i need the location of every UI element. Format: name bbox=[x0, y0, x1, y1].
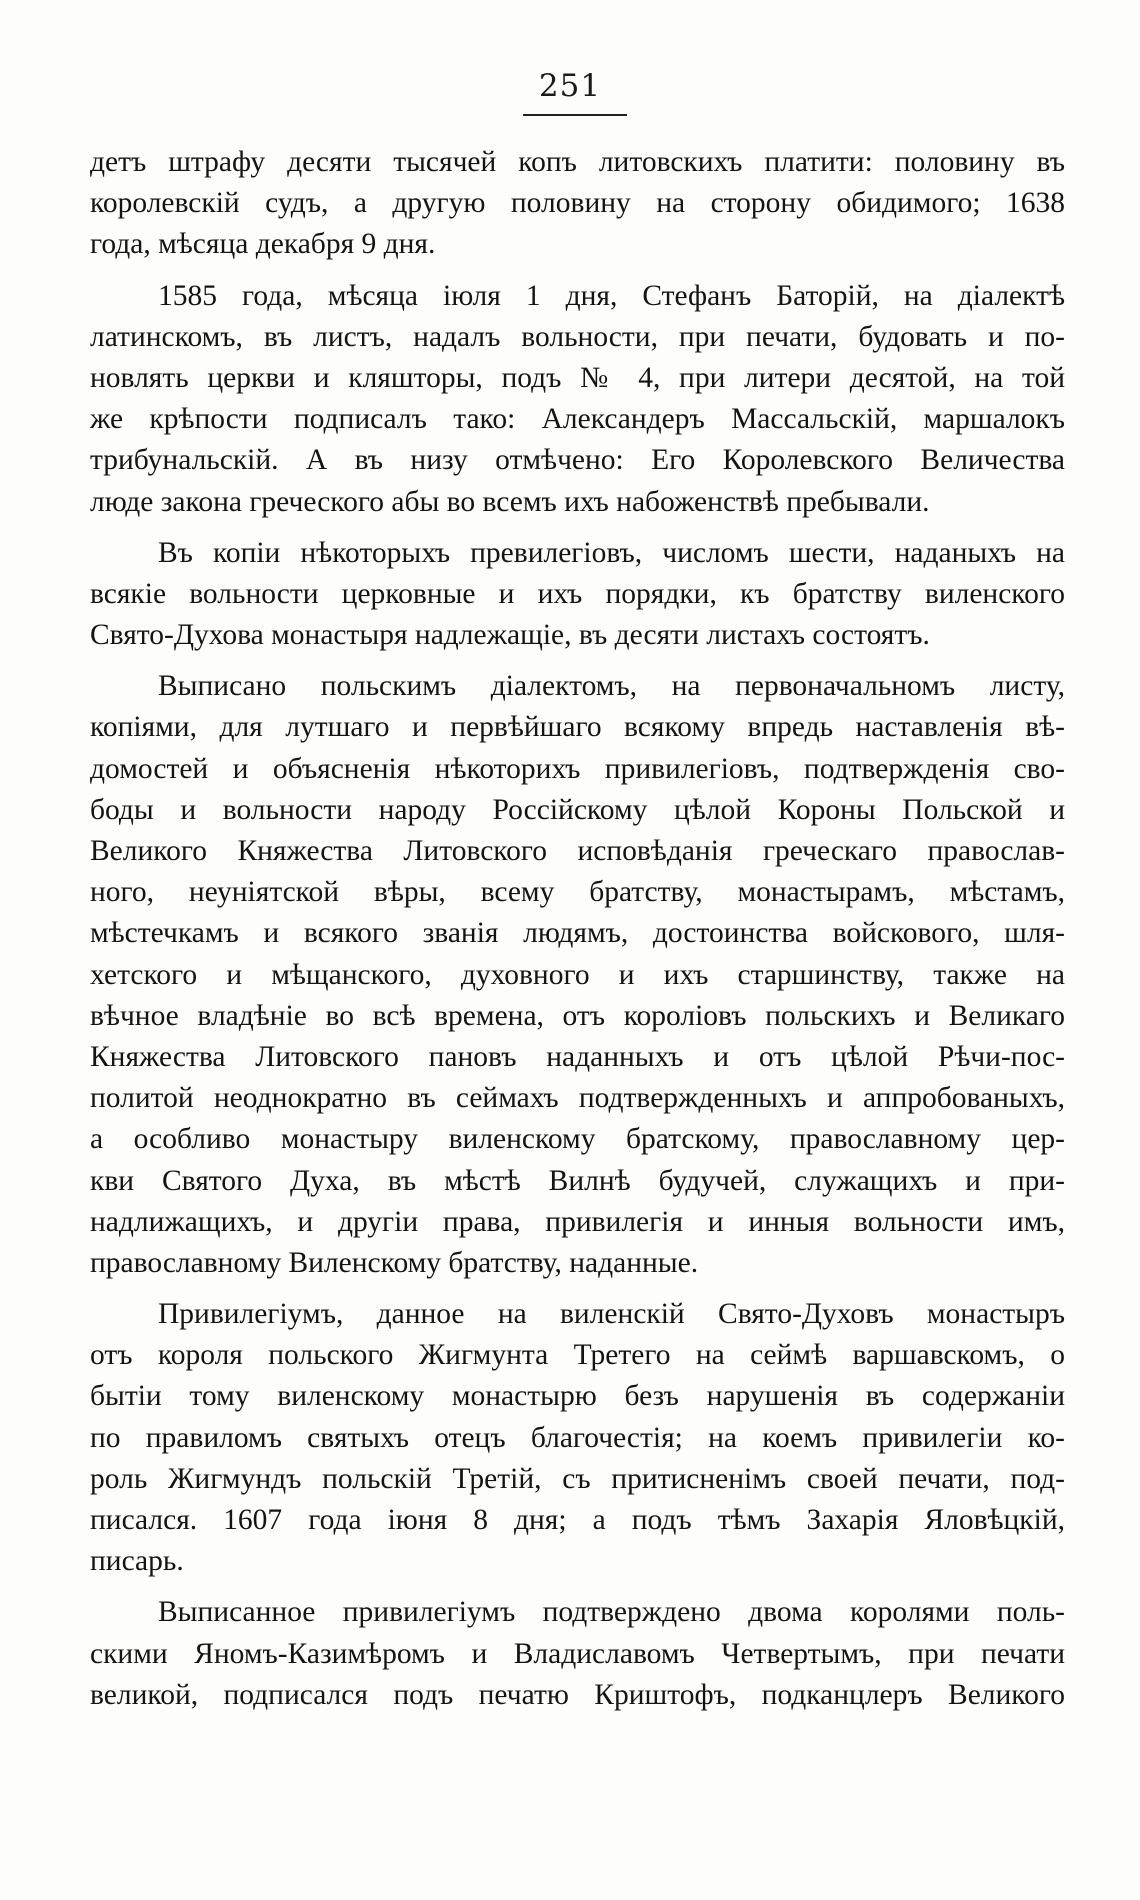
text-line: Княжества Литовского пановъ наданныхъ и отъ цѣлой Рѣчи-пос- bbox=[90, 1040, 1065, 1073]
text-line: домостей и объясненія нѣкоторихъ привилегіовъ, подтвержденія сво- bbox=[90, 752, 1065, 785]
text-line: кви Святого Духа, въ мѣстѣ Вилнѣ будучей, служащихъ и при- bbox=[90, 1164, 1065, 1197]
paragraph-gap bbox=[90, 523, 1065, 533]
text-line: отъ короля польского Жигмунта Третего на сеймѣ варшавскомъ, о bbox=[90, 1339, 1065, 1372]
text-line: Въ копіи нѣкоторыхъ превилегіовъ, числомъ шести, наданыхъ на bbox=[158, 536, 1065, 569]
paragraph bbox=[90, 1294, 1065, 1582]
text-line: Выписанное привилегіумъ подтверждено двома королями поль- bbox=[158, 1596, 1065, 1629]
paragraph-gap bbox=[90, 266, 1065, 276]
text-line: роль Жигмундъ польскій Третій, съ притисненімъ своей печати, под- bbox=[90, 1462, 1065, 1495]
text-line: православному Виленскому братству, наданные. bbox=[90, 1246, 699, 1279]
text-line: королевскій судъ, а другую половину на сторону обидимого; 1638 bbox=[90, 187, 1065, 220]
text-line: Великого Княжества Литовского исповѣданія греческаго православ- bbox=[90, 835, 1065, 867]
text-line: по правиломъ святыхъ отецъ благочестія; на коемъ привилегіи ко- bbox=[90, 1421, 1065, 1454]
paragraph bbox=[90, 666, 1065, 1284]
text-line: боды и вольности народу Россійскому цѣлой Короны Польской и bbox=[90, 793, 1065, 826]
paragraph-gap bbox=[90, 1284, 1065, 1294]
paragraph bbox=[90, 142, 1065, 266]
text-line: трибунальскій. А въ низу отмѣчено: Его Королевского Величества bbox=[90, 444, 1065, 477]
page-number-rule bbox=[523, 114, 627, 116]
text-line: Выписано польскимъ діалектомъ, на первоначальномъ листу, bbox=[158, 670, 1065, 703]
text-line: года, мѣсяца декабря 9 дня. bbox=[90, 228, 436, 261]
text-line: копіями, для лутшаго и первѣйшаго всякому впредь наставленія вѣ- bbox=[90, 711, 1065, 744]
text-line: ного, неуніятской вѣры, всему братству, монастырамъ, мѣстамъ, bbox=[90, 876, 1065, 909]
paragraph bbox=[90, 533, 1065, 657]
text-line: бытіи тому виленскому монастырю безъ нарушенія въ содержаніи bbox=[90, 1380, 1065, 1413]
text-line: детъ штрафу десяти тысячей копъ литовскихъ платити: половину въ bbox=[90, 146, 1065, 178]
text-line: а особливо монастыру виленскому братскому, православному цер- bbox=[90, 1123, 1065, 1156]
text-line: латинскомъ, въ листъ, надалъ вольности, при печати, будовать и по- bbox=[90, 320, 1065, 353]
text-line: Свято-Духова монастыря надлежащіе, въ десяти листахъ состоятъ. bbox=[90, 619, 930, 652]
text-line: люде закона греческого абы во всемъ ихъ набоженствѣ пребывали. bbox=[90, 485, 930, 518]
text-line: новлять церкви и кляшторы, подъ № 4, при литери десятой, на той bbox=[90, 361, 1065, 394]
text-line: политой неоднократно въ сеймахъ подтвержденныхъ и аппробованыхъ, bbox=[90, 1082, 1065, 1115]
paragraph bbox=[90, 1592, 1065, 1716]
text-line: надлижащихъ, и другіи права, привилегія и инныя вольности имъ, bbox=[90, 1205, 1065, 1238]
text-line: всякіе вольности церковные и ихъ порядки, къ братству виленского bbox=[90, 577, 1065, 610]
text-line: мѣстечкамъ и всякого званія людямъ, достоинства войскового, шля- bbox=[90, 917, 1065, 950]
page-number: 251 bbox=[538, 68, 602, 104]
text-line: же крѣпости подписалъ тако: Александеръ Массальскій, маршалокъ bbox=[90, 403, 1065, 436]
text-line: великой, подписался подъ печатю Криштофъ, подканцлеръ Великого bbox=[90, 1678, 1065, 1711]
text-line: вѣчное владѣніе во всѣ времена, отъ королiовъ польскихъ и Великаго bbox=[90, 999, 1065, 1032]
paragraph-gap bbox=[90, 656, 1065, 666]
text-line: Привилегіумъ, данное на виленскій Свято-Духовъ монастыръ bbox=[158, 1298, 1065, 1331]
body-text bbox=[90, 142, 1065, 1716]
paragraph-gap bbox=[90, 1582, 1065, 1592]
text-line: писался. 1607 года іюня 8 дня; а подъ тѣмъ Захарія Яловѣцкій, bbox=[90, 1504, 1065, 1536]
text-line: писарь. bbox=[90, 1545, 184, 1578]
text-line: 1585 года, мѣсяца іюля 1 дня, Стефанъ Баторій, на діалектѣ bbox=[158, 279, 1065, 312]
text-line: хетского и мѣщанского, духовного и ихъ старшинству, также на bbox=[90, 958, 1065, 991]
paragraph bbox=[90, 276, 1065, 523]
text-line: скими Яномъ-Казимѣромъ и Владиславомъ Четвертымъ, при печати bbox=[90, 1637, 1065, 1670]
